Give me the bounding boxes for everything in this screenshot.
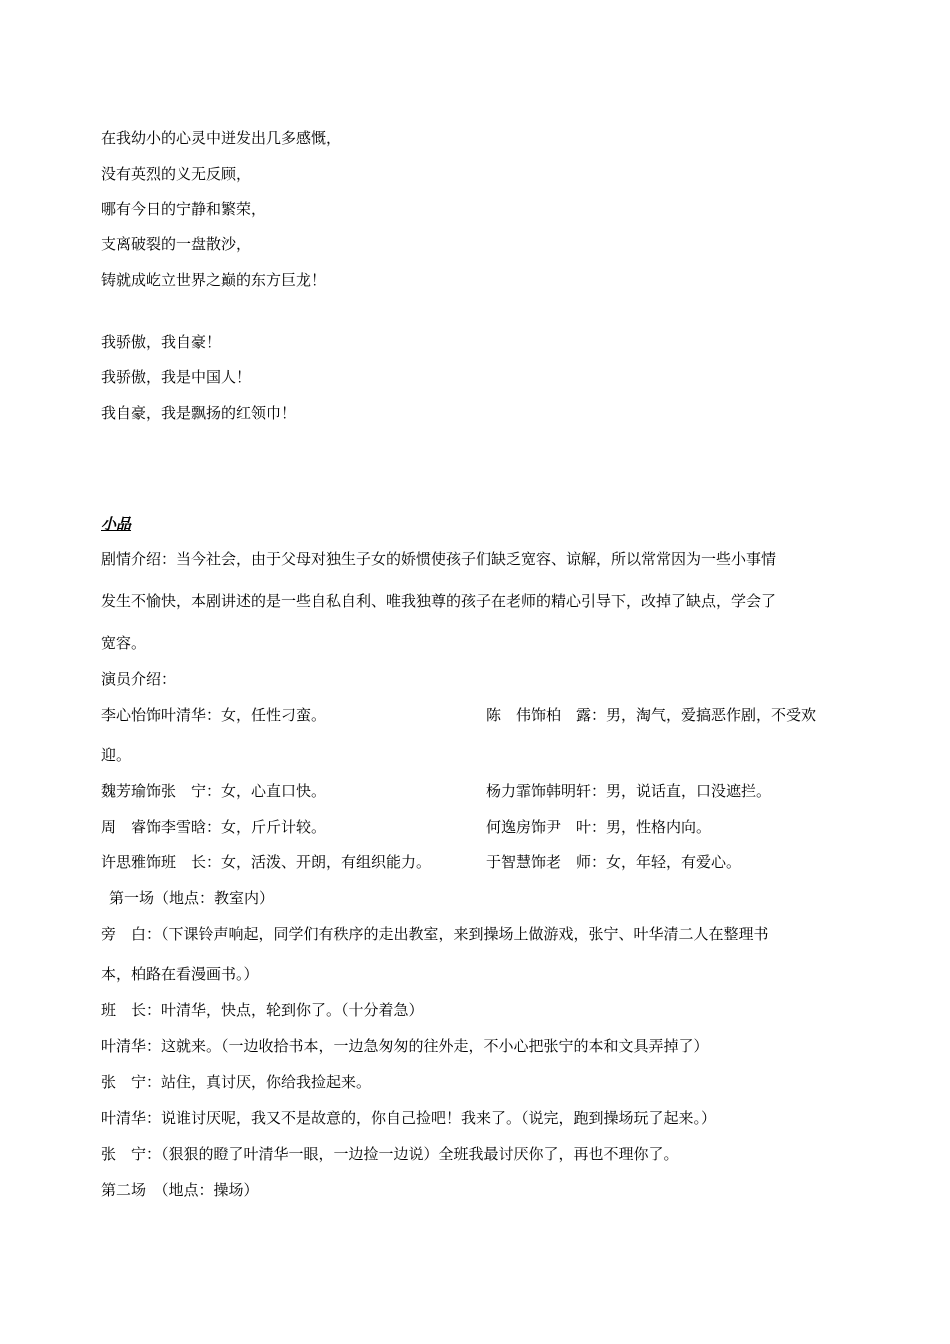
scene-heading: 第二场 （地点：操场） [101,1181,259,1199]
dialogue-line: 张 宁：站住，真讨厌，你给我捡起来。 [101,1073,372,1091]
cast-entry: 迎。 [101,746,132,764]
poem-line: 铸就成屹立世界之巅的东方巨龙！ [101,271,327,289]
cast-entry: 周 睿饰李雪晗：女，斤斤计较。 [101,818,327,836]
poem-line: 我骄傲，我是中国人！ [101,368,252,386]
dialogue-line: 班 长：叶清华，快点，轮到你了。（十分着急） [101,1001,424,1019]
dialogue-line: 本，柏路在看漫画书。） [101,965,259,983]
dialogue-line: 叶清华：说谁讨厌呢，我又不是故意的，你自己捡吧！我来了。（说完，跑到操场玩了起来。） [101,1109,717,1127]
plot-text: 剧情介绍：当今社会，由于父母对独生子女的娇惯使孩子们缺乏宽容、谅解，所以常常因为一些小事情 [101,550,777,568]
poem-line: 在我幼小的心灵中迸发出几多感慨， [101,129,342,147]
cast-heading: 演员介绍： [101,670,177,688]
poem-line: 支离破裂的一盘散沙， [101,235,252,253]
dialogue-line: 旁 白：（下课铃声响起，同学们有秩序的走出教室，来到操场上做游戏，张宁、叶华清二人在整理书 [101,925,769,943]
poem-line: 我骄傲，我自豪！ [101,333,222,351]
cast-entry: 何逸房饰尹 叶：男，性格内向。 [486,818,712,836]
poem-line: 没有英烈的义无反顾， [101,165,252,183]
cast-entry: 许思雅饰班 长：女，活泼、开朗，有组织能力。 [101,853,432,871]
cast-entry: 杨力霏饰韩明轩：男，说话直，口没遮拦。 [486,782,772,800]
plot-text: 发生不愉快，本剧讲述的是一些自私自利、唯我独尊的孩子在老师的精心引导下，改掉了缺点，学会了 [101,592,777,610]
poem-line: 我自豪，我是飘扬的红领巾！ [101,404,297,422]
cast-entry: 于智慧饰老 师：女，年轻，有爱心。 [486,853,742,871]
cast-entry: 陈 伟饰柏 露：男，淘气，爱搞恶作剧，不受欢 [486,706,817,724]
section-title: 小品 [101,515,132,533]
plot-text: 宽容。 [101,634,147,652]
dialogue-line: 张 宁：（狠狠的瞪了叶清华一眼，一边捡一边说）全班我最讨厌你了，再也不理你了。 [101,1145,679,1163]
poem-line: 哪有今日的宁静和繁荣， [101,200,267,218]
cast-entry: 魏芳瑜饰张 宁：女，心直口快。 [101,782,327,800]
dialogue-line: 叶清华：这就来。（一边收拾书本，一边急匆匆的往外走，不小心把张宁的本和文具弄掉了） [101,1037,709,1055]
scene-heading: 第一场（地点：教室内） [109,889,275,907]
cast-entry: 李心怡饰叶清华：女，任性刁蛮。 [101,706,327,724]
